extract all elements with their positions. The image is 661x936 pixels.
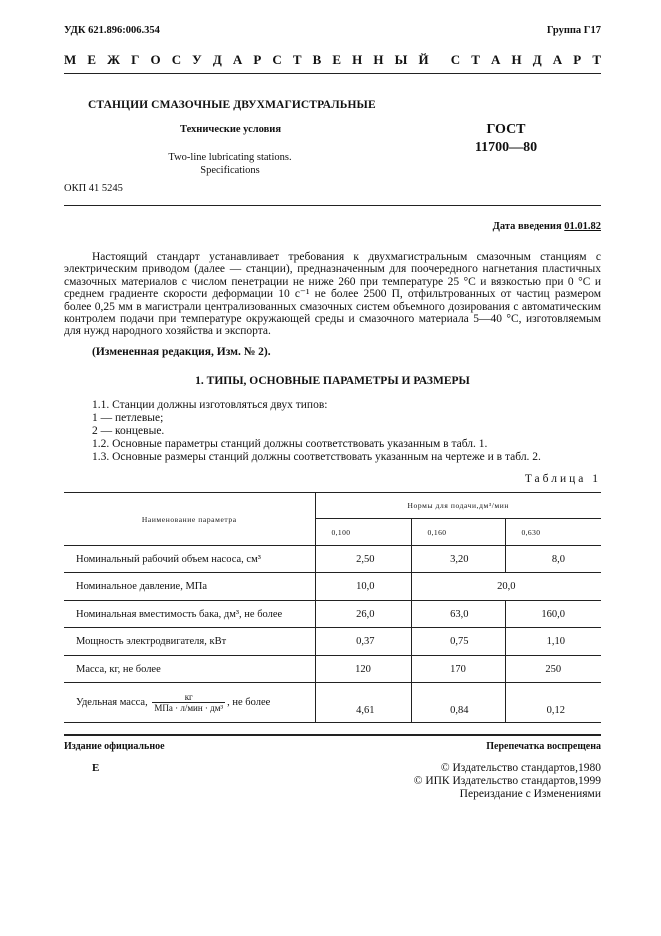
cell-merged: 20,0 [411,573,601,601]
clause-list [92,399,541,464]
banner-letter: Т [292,52,302,67]
parameters-table [64,492,601,723]
standard-banner [64,52,601,68]
banner-letter: С [450,52,461,67]
group-code: Группа Г17 [546,25,601,36]
reissue-note: Переиздание с Изменениями [459,788,601,800]
intro-paragraph [64,251,601,338]
banner-letter: А [491,52,501,67]
banner-letter: С [272,52,282,67]
table-row [64,628,601,656]
cell: 170 [411,656,505,683]
banner-letter: А [232,52,243,67]
banner-letter: О [150,52,161,67]
cell: 0,12 [505,683,601,723]
table-row [64,656,601,683]
official-edition: Издание официальное [64,741,165,752]
english-title-line1: Two-line lubricating stations. [168,152,292,163]
section-heading: 1. ТИПЫ, ОСНОВНЫЕ ПАРАМЕТРЫ И РАЗМЕРЫ [195,375,470,387]
document-subtitle: Технические условия [180,124,282,135]
header-parameter: Наименование параметра [64,493,315,546]
gost-label: ГОСТ [486,122,526,137]
footer-rule [64,734,601,736]
header-rule [64,73,601,74]
banner-letter: Н [511,52,522,67]
english-title-line2: Specifications [200,165,260,176]
banner-letter: Г [131,52,140,67]
banner-letter: Е [332,52,342,67]
amendment-note: (Измененная редакция, Изм. № 2). [92,346,271,358]
row-label [64,683,315,723]
title-rule [64,205,601,206]
row-label: Номинальная вместимость бака, дм³, не более [64,601,315,628]
banner-letter: Д [212,52,222,67]
row-label-prefix: Удельная масса, [76,696,148,708]
header-norms: Нормы для подачи,дм³/мин [315,493,601,519]
banner-letter: Д [532,52,542,67]
cell: 0,37 [315,628,411,656]
gost-number: 11700—80 [474,140,538,155]
subheader-0160: 0,160 [411,519,505,546]
table-row [64,601,601,628]
list-item: 1.3. Основные размеры станций должны соответствовать указанным на чертеже и в табл. 2. [92,451,541,464]
cell: 26,0 [315,601,411,628]
cell: 8,0 [505,546,601,573]
date-value: 01.01.82 [564,221,601,232]
banner-letter: Т [471,52,480,67]
subheader-0630: 0,630 [505,519,601,546]
banner-letter: М [64,52,77,67]
row-label: Масса, кг, не более [64,656,315,683]
udk-code: УДК 621.896:006.354 [64,25,160,36]
banner-letter: Е [87,52,97,67]
cell: 4,61 [315,683,411,723]
row-label: Номинальный рабочий объем насоса, см³ [64,546,315,573]
banner-letter: Р [573,52,582,67]
copyright-line: © Издательство стандартов,1980 [440,762,601,774]
banner-letter: В [312,52,322,67]
table-row [64,573,601,601]
cell: 0,75 [411,628,505,656]
list-item: 1 — петлевые; [92,412,164,425]
fraction-denominator: МПа · л/мин · дм³ [154,703,224,713]
copyright-block [414,762,601,801]
cell: 120 [315,656,411,683]
row-label-suffix: , не более [227,696,271,708]
table-row [64,546,601,573]
banner-letter: Ж [107,52,120,67]
date-label: Дата введения [492,221,562,232]
banner-letter: Н [373,52,384,67]
banner-letter: С [171,52,182,67]
cell: 0,84 [411,683,505,723]
okp-code: ОКП 41 5245 [64,183,123,194]
banner-letter: Й [418,52,429,67]
cell: 2,50 [315,546,411,573]
cell: 160,0 [505,601,601,628]
banner-letter: А [552,52,563,67]
fraction-numerator: кг [152,692,225,703]
gost-designation [466,121,546,157]
intro-text: Настоящий стандарт устанавливает требования к двухмагистральным смазочным станциям с электрическим приводом (далее — станции), предназначенным для поочередного нагнетания пластичных смазочных материалов с числом пенетрации не ниже 260 при температуре 25 °С и вязкостью при 0 °С и среднем градиенте скорости деформации 10 с⁻¹ не более 2500 П, отфильтрованных от частиц размером более 0,25 мм в магистрали централизованных смазочных систем объемного дозирования с автоматическим контролем подачи при температуре окружающей среды и смазочного материала 5—40 °С, изготовляемым для нужд народного хозяйства и экспорта. [64,251,601,338]
banner-letter: Т [592,52,601,67]
cell: 250 [505,656,601,683]
banner-letter: Р [253,52,262,67]
list-item: 2 — концевые. [92,425,165,438]
reprint-notice: Перепечатка воспрещена [486,741,601,752]
banner-letter: У [192,52,202,67]
edition-letter: Е [92,762,100,774]
table-caption: Таблица 1 [524,473,601,485]
cell: 1,10 [505,628,601,656]
banner-letter: Ы [394,52,408,67]
table-header-row [64,493,601,519]
document-title: СТАНЦИИ СМАЗОЧНЫЕ ДВУХМАГИСТРАЛЬНЫЕ [88,99,376,111]
row-label: Мощность электродвигателя, кВт [64,628,315,656]
cell: 63,0 [411,601,505,628]
banner-letter: Н [352,52,363,67]
cell: 3,20 [411,546,505,573]
subheader-0100: 0,100 [315,519,411,546]
unit-fraction [152,692,225,713]
row-label: Номинальное давление, МПа [64,573,315,601]
list-item: 1.1. Станции должны изготовляться двух типов: [92,399,328,411]
copyright-line: © ИПК Издательство стандартов,1999 [413,775,601,787]
english-title [150,151,310,177]
table-row [64,683,601,723]
cell: 10,0 [315,573,411,601]
list-item: 1.2. Основные параметры станций должны соответствовать указанным в табл. 1. [92,438,488,451]
date-of-introduction [493,221,601,232]
